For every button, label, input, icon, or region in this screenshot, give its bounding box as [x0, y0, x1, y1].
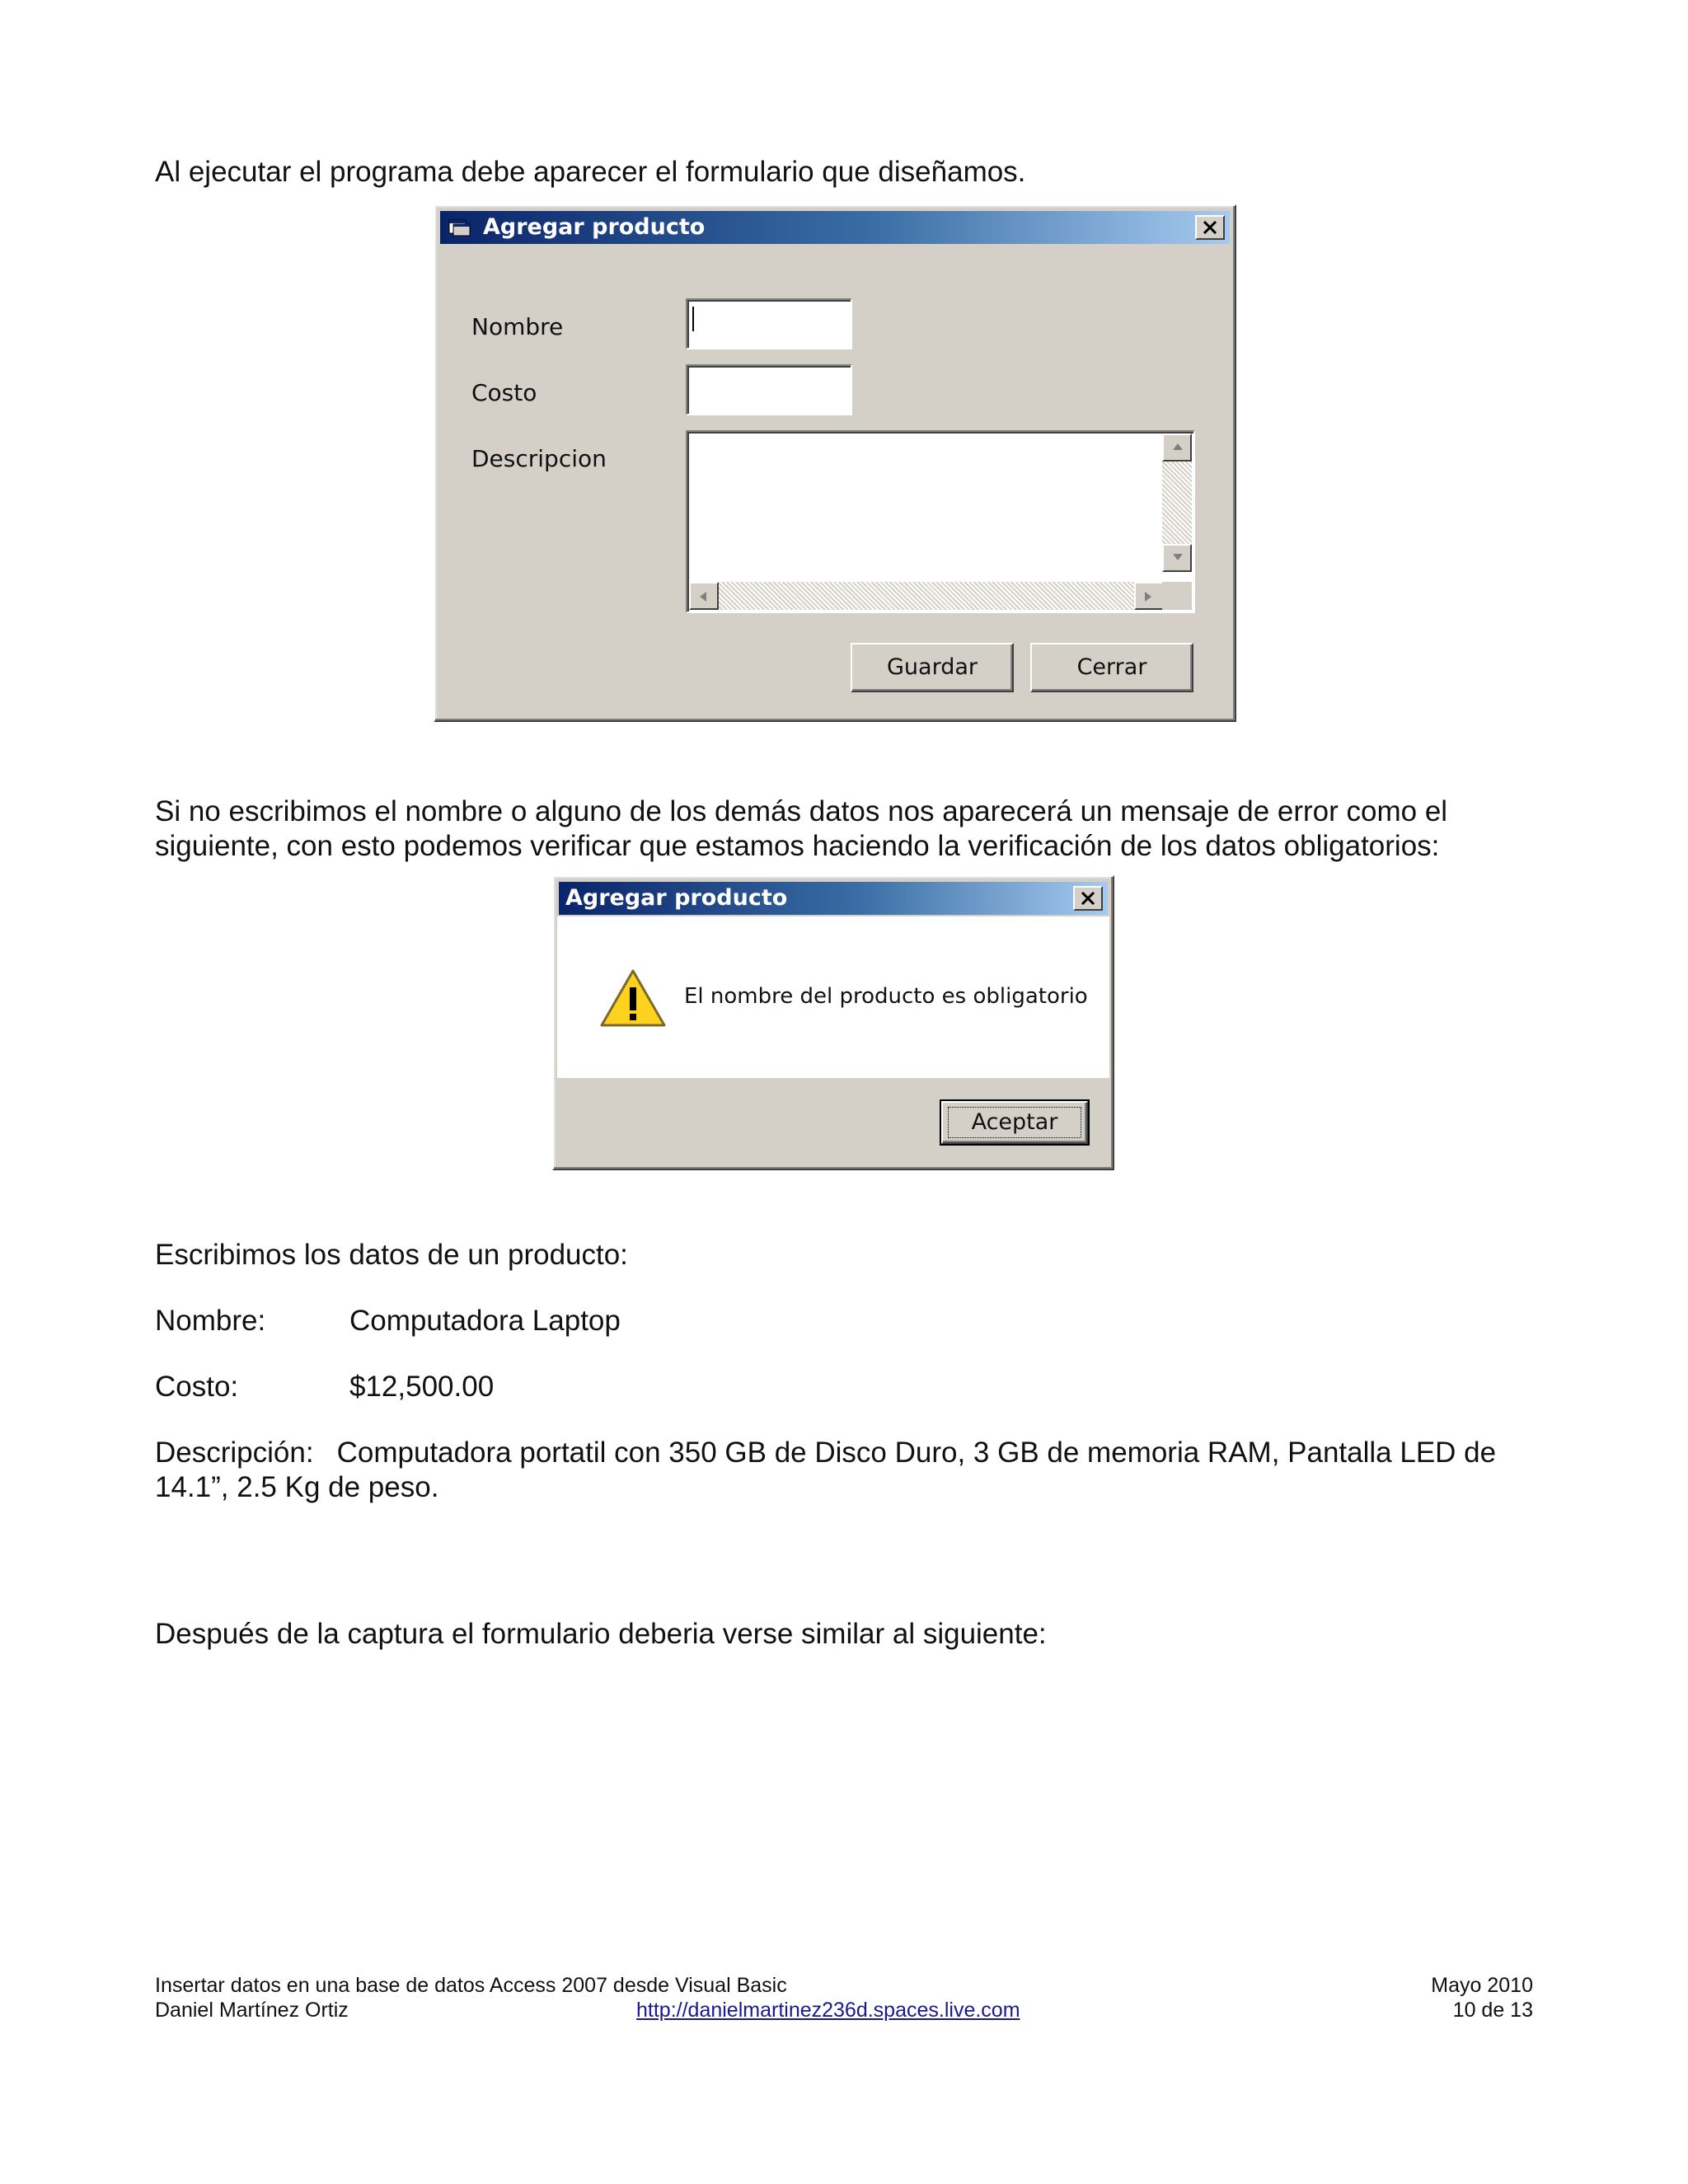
message-text: El nombre del producto es obligatorio [684, 984, 1088, 1009]
product-descripcion-row [155, 1436, 1533, 1505]
descripcion-textarea[interactable] [686, 430, 1195, 613]
warning-icon [598, 968, 668, 1030]
data-intro-text: Escribimos los datos de un producto: [155, 1239, 628, 1271]
nombre-input[interactable] [686, 298, 852, 349]
message-close-button[interactable] [1073, 886, 1103, 911]
costo-label: Costo [471, 379, 537, 406]
descripcion-label: Descripcion [471, 445, 607, 472]
product-nombre-value: Computadora Laptop [349, 1305, 621, 1337]
product-nombre-label: Nombre: [155, 1305, 266, 1337]
footer-page: 10 de 13 [1452, 1999, 1533, 2022]
product-costo-row [155, 1370, 494, 1404]
guardar-button[interactable]: Guardar [851, 643, 1014, 692]
vertical-scrollbar-track[interactable] [1162, 462, 1192, 544]
scrollbar-corner [1162, 582, 1192, 610]
aceptar-label: Aceptar [971, 1109, 1058, 1135]
arrow-down-icon [1172, 553, 1184, 561]
intro-text: Al ejecutar el programa debe aparecer el formulario que diseñamos. [155, 156, 1026, 188]
footer-author: Daniel Martínez Ortiz [155, 1999, 349, 2022]
focus-rectangle [948, 1107, 1081, 1138]
form-title: Agregar producto [483, 214, 706, 240]
horizontal-scrollbar-track[interactable] [719, 582, 1134, 610]
message-box-window [552, 875, 1114, 1170]
footer-doc-title: Insertar datos en una base de datos Access 2007 desde Visual Basic [155, 1974, 787, 1997]
arrow-up-icon [1172, 443, 1184, 451]
product-costo-label: Costo: [155, 1371, 239, 1403]
after-capture-text: Después de la captura el formulario deberia verse similar al siguiente: [155, 1618, 1047, 1650]
costo-input[interactable] [686, 364, 852, 415]
footer-date: Mayo 2010 [1431, 1974, 1533, 1997]
scroll-left-button[interactable] [689, 582, 719, 610]
message-title: Agregar producto [565, 885, 788, 911]
scroll-up-button[interactable] [1162, 434, 1192, 462]
cerrar-button[interactable]: Cerrar [1030, 643, 1193, 692]
arrow-right-icon [1144, 591, 1152, 602]
add-product-form-window [434, 204, 1236, 722]
error-text: Si no escribimos el nombre o alguno de los demás datos nos aparecerá un mensaje de error como el siguiente, con esto podemos verificar que estamos haciendo la verificación de los datos obligatorios: [155, 795, 1448, 862]
form-title-bar[interactable] [440, 211, 1230, 244]
form-close-button[interactable] [1195, 215, 1225, 240]
product-nombre-row [155, 1304, 621, 1338]
product-costo-value: $12,500.00 [349, 1371, 495, 1403]
scroll-right-button[interactable] [1134, 582, 1164, 610]
text-caret [692, 307, 694, 331]
close-icon [1081, 892, 1095, 905]
arrow-left-icon [699, 591, 707, 602]
aceptar-button[interactable] [941, 1101, 1088, 1144]
scroll-down-button[interactable] [1162, 544, 1192, 572]
message-panel [557, 916, 1109, 1078]
message-title-bar[interactable] [559, 882, 1108, 915]
product-descripcion-value: Computadora portatil con 350 GB de Disco Duro, 3 GB de memoria RAM, Pantalla LED de 14.1”, 2.5 Kg de peso. [155, 1436, 1497, 1503]
product-descripcion-label: Descripción: [155, 1436, 314, 1469]
close-icon [1203, 221, 1217, 234]
footer-url-link[interactable]: http://danielmartinez236d.spaces.live.com [636, 1999, 1020, 2022]
footer-url[interactable] [636, 1998, 1020, 2022]
form-app-icon [448, 217, 471, 238]
nombre-label: Nombre [471, 313, 564, 340]
